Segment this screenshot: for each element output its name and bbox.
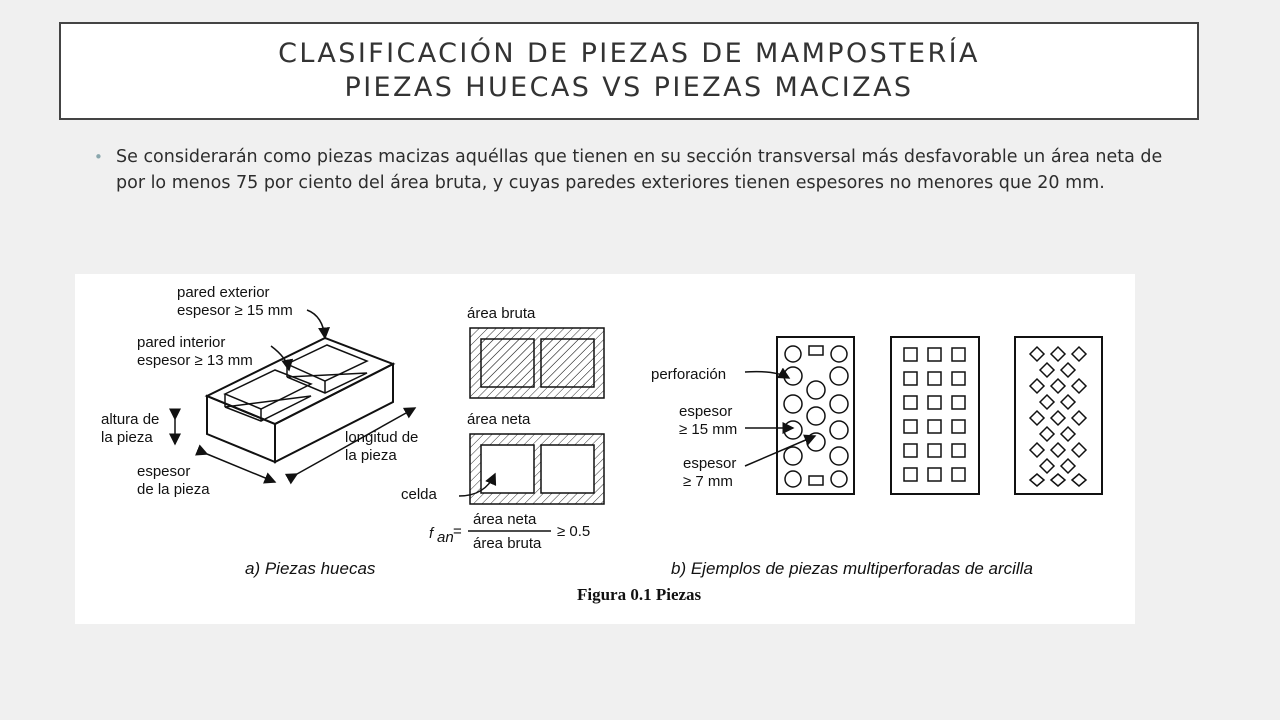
label-perforacion: perforación [651, 366, 727, 383]
label-espesor15-2: ≥ 15 mm [679, 421, 738, 438]
label-celda: celda [401, 486, 437, 503]
label-pared-exterior-1: pared exterior [177, 284, 270, 301]
label-longitud-2: la pieza [345, 447, 397, 464]
brick-circular-perforations [777, 337, 854, 494]
formula-f: f [429, 525, 434, 542]
brick-diamond-perforations [1015, 337, 1102, 494]
area-neta-drawing [470, 434, 604, 504]
slide-title-line-2: PIEZAS HUECAS VS PIEZAS MACIZAS [344, 72, 914, 103]
formula-ratio: ≥ 0.5 [557, 523, 591, 540]
formula-numerator: área neta [473, 511, 537, 528]
bullet-item [94, 144, 1184, 196]
brick-square-perforations [891, 337, 979, 494]
figure-image [75, 274, 1135, 624]
title-box [59, 22, 1199, 120]
label-pared-interior-1: pared interior [137, 334, 226, 351]
bullet-dot-icon: • [94, 148, 103, 166]
caption-a: a) Piezas huecas [245, 559, 376, 578]
label-espesor-pieza-1: espesor [137, 463, 191, 480]
label-espesor-pieza-2: de la pieza [137, 481, 210, 498]
label-area-neta: área neta [467, 411, 531, 428]
label-pared-exterior-2: espesor ≥ 15 mm [177, 302, 293, 319]
label-area-bruta: área bruta [467, 305, 536, 322]
label-espesor7-1: espesor [683, 455, 737, 472]
bullet-text: Se considerarán como piezas macizas aquéllas que tienen en su sección transversal más desfavorable un área neta de por lo menos 75 por ciento del área bruta, y cuyas paredes exteriores tienen espesores no menores que 20 mm. [116, 147, 1163, 193]
caption-b: b) Ejemplos de piezas multiperforadas de arcilla [671, 559, 1033, 578]
label-altura-2: la pieza [101, 429, 153, 446]
area-bruta-drawing [470, 328, 604, 398]
figure-drawing [75, 274, 1135, 624]
slide-title-line-1: CLASIFICACIÓN DE PIEZAS DE MAMPOSTERÍA [278, 38, 980, 69]
formula-subscript: an [437, 529, 454, 546]
label-pared-interior-2: espesor ≥ 13 mm [137, 352, 253, 369]
label-longitud-1: longitud de [345, 429, 419, 446]
formula-equals: = [453, 523, 462, 540]
label-espesor7-2: ≥ 7 mm [683, 473, 733, 490]
label-espesor15-1: espesor [679, 403, 733, 420]
figure-caption: Figura 0.1 Piezas [577, 585, 702, 604]
formula-denominator: área bruta [473, 535, 542, 552]
formula [429, 511, 590, 552]
label-altura-1: altura de [101, 411, 160, 428]
